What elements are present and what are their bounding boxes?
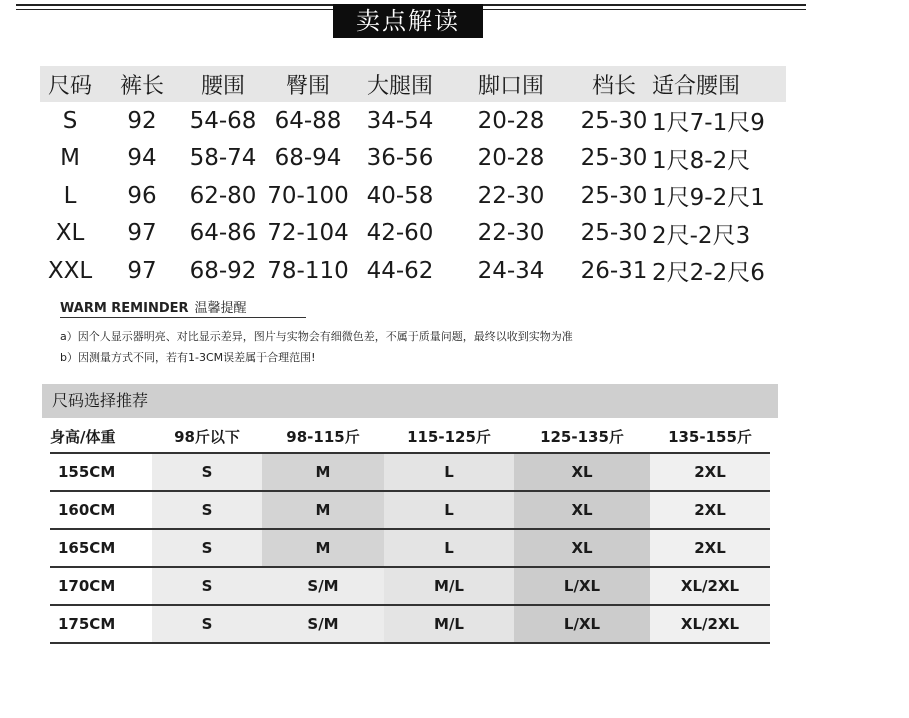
height-cell: 160CM <box>58 501 116 519</box>
table-row <box>40 140 786 178</box>
header-cell: 适合腰围 <box>652 73 741 99</box>
table-cell: 78-110 <box>267 257 349 284</box>
table-cell: 22-30 <box>477 220 545 247</box>
header-cell: 135-155斤 <box>668 427 752 446</box>
size-cell: L/XL <box>514 606 650 642</box>
size-cell: XL/2XL <box>650 606 770 642</box>
header-cell: 档长 <box>591 73 636 99</box>
table-cell: 1尺9-2尺1 <box>652 185 765 212</box>
size-cell: XL <box>514 492 650 528</box>
reminder-title-cn: 温馨提醒 <box>194 301 247 316</box>
size-cell: XL <box>514 530 650 566</box>
size-cell: M <box>262 530 384 566</box>
size-cell: XL <box>514 454 650 490</box>
table-cell: 22-30 <box>477 182 545 209</box>
size-cell: M/L <box>384 568 514 604</box>
header-cell: 腰围 <box>200 73 245 99</box>
table-row <box>50 528 770 566</box>
table-cell: 2尺-2尺3 <box>652 222 751 249</box>
table-cell: 24-34 <box>477 257 545 284</box>
table-cell: 25-30 <box>580 182 648 209</box>
size-cell: S <box>152 492 262 528</box>
size-cell: 2XL <box>650 492 770 528</box>
size-cell: L <box>384 492 514 528</box>
merged-size-cell <box>152 606 384 642</box>
table-cell: 2尺2-2尺6 <box>652 260 765 287</box>
header-cell: 裤长 <box>119 73 164 99</box>
table-cell: 68-92 <box>189 257 257 284</box>
size-table-header <box>40 66 786 102</box>
recommend-header <box>50 420 770 452</box>
table-cell: 64-86 <box>189 220 257 247</box>
size-cell: M <box>262 492 384 528</box>
table-cell: 68-94 <box>274 145 342 172</box>
table-row <box>50 566 770 604</box>
table-cell: 92 <box>127 107 157 134</box>
table-row <box>40 102 786 140</box>
table-cell: 1尺7-1尺9 <box>652 110 765 137</box>
size-cell: L <box>384 530 514 566</box>
table-cell: 64-88 <box>274 107 342 134</box>
table-cell: 62-80 <box>189 182 257 209</box>
table-cell: S <box>62 107 78 134</box>
size-table <box>40 66 786 290</box>
table-row <box>40 177 786 215</box>
size-cell: L/XL <box>514 568 650 604</box>
table-row <box>50 604 770 644</box>
header-cell: 大腿围 <box>366 73 433 99</box>
table-cell: 20-28 <box>477 145 545 172</box>
table-cell: 26-31 <box>580 257 648 284</box>
reminder-divider <box>60 317 306 318</box>
table-cell: 70-100 <box>267 182 349 209</box>
header-cell: 臀围 <box>285 73 330 99</box>
header-cell: 125-135斤 <box>540 427 624 446</box>
size-cell: 2XL <box>650 530 770 566</box>
size-cell: L <box>384 454 514 490</box>
height-cell: 155CM <box>58 463 116 481</box>
height-cell: 170CM <box>58 577 116 595</box>
reminder-line-b: b）因测量方式不同，若有1-3CM误差属于合理范围! <box>60 351 316 364</box>
table-cell: 25-30 <box>580 145 648 172</box>
table-cell: L <box>63 182 77 209</box>
size-cell: 2XL <box>650 454 770 490</box>
size-cell: S/M <box>307 577 339 595</box>
size-cell: S <box>152 530 262 566</box>
size-cell: XL/2XL <box>650 568 770 604</box>
reminder-title <box>60 297 247 316</box>
size-cell: S <box>152 454 262 490</box>
table-cell: 94 <box>127 145 157 172</box>
header-cell: 脚口围 <box>477 73 544 99</box>
table-cell: 20-28 <box>477 107 545 134</box>
header-cell: 尺码 <box>47 73 92 99</box>
table-cell: 72-104 <box>267 220 349 247</box>
recommend-table <box>50 420 770 644</box>
section-title: 卖点解读 <box>333 4 483 38</box>
table-cell: 42-60 <box>366 220 434 247</box>
reminder-line-a: a）因个人显示器明亮、对比显示差异，图片与实物会有细微色差，不属于质量问题，最终以收到实物为准 <box>60 330 573 343</box>
table-cell: XXL <box>47 257 93 284</box>
size-cell: S <box>201 577 213 595</box>
table-cell: 34-54 <box>366 107 434 134</box>
header-cell: 115-125斤 <box>407 427 491 446</box>
merged-size-cell <box>152 568 384 604</box>
table-cell: 97 <box>127 257 157 284</box>
reminder-title-en: WARM REMINDER <box>60 301 189 316</box>
table-cell: 36-56 <box>366 145 434 172</box>
table-row <box>50 490 770 528</box>
header-cell: 98斤以下 <box>174 427 240 446</box>
size-cell: M/L <box>384 606 514 642</box>
table-cell: 25-30 <box>580 107 648 134</box>
table-cell: M <box>60 145 80 172</box>
recommend-title: 尺码选择推荐 <box>42 384 778 418</box>
table-cell: 44-62 <box>366 257 434 284</box>
table-row <box>40 215 786 253</box>
header-cell: 身高/体重 <box>50 427 116 446</box>
height-cell: 175CM <box>58 615 116 633</box>
table-cell: 58-74 <box>189 145 257 172</box>
size-cell: S <box>201 615 213 633</box>
table-cell: 97 <box>127 220 157 247</box>
table-cell: 96 <box>127 182 157 209</box>
header-cell: 98-115斤 <box>286 427 360 446</box>
height-cell: 165CM <box>58 539 116 557</box>
size-cell: S/M <box>307 615 339 633</box>
table-row <box>40 252 786 290</box>
table-cell: 1尺8-2尺 <box>652 147 751 174</box>
table-cell: 40-58 <box>366 182 434 209</box>
table-cell: XL <box>55 220 85 247</box>
table-row <box>50 452 770 490</box>
table-cell: 54-68 <box>189 107 257 134</box>
size-cell: M <box>262 454 384 490</box>
table-cell: 25-30 <box>580 220 648 247</box>
